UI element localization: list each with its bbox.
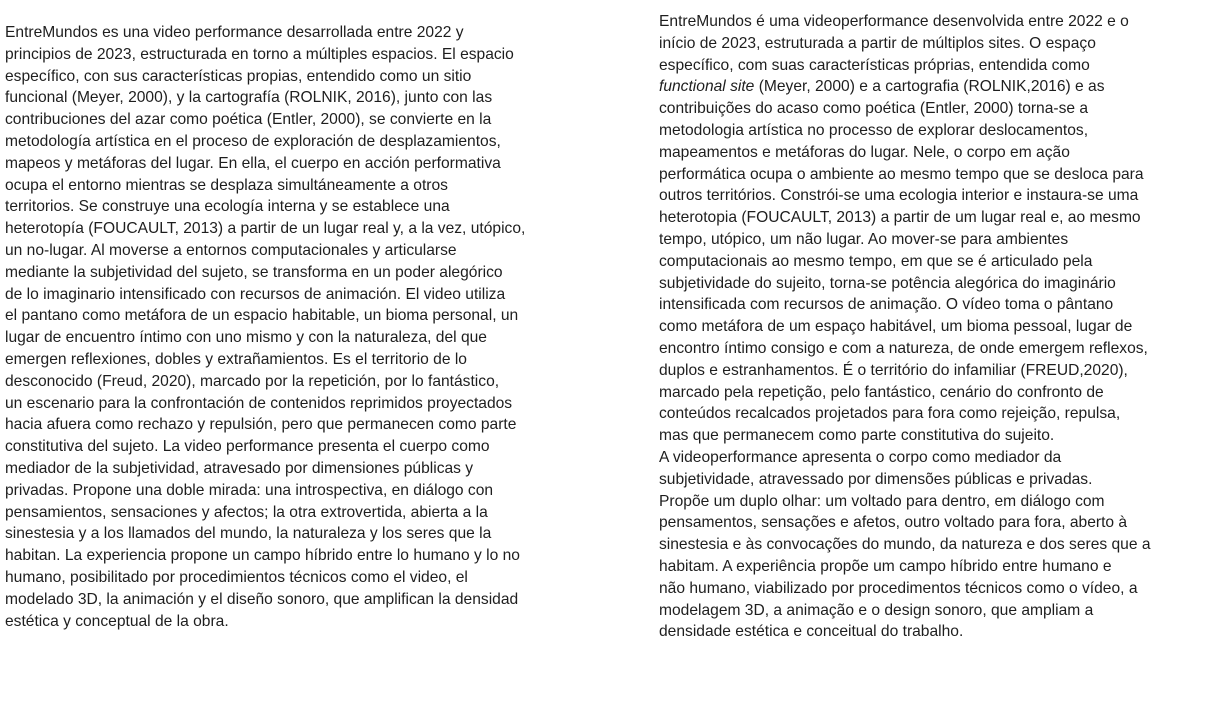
text-line: pensamientos, sensaciones y afectos; la otra extrovertida, abierta a la [5, 503, 488, 521]
text-line: habitan. La experiencia propone un campo híbrido entre lo humano y lo no [5, 547, 520, 565]
text-line: desconocido (Freud, 2020), marcado por la repetición, por lo fantástico, [5, 372, 500, 390]
text-line: específico, com suas características próprias, entendida como [659, 56, 1090, 74]
text-line: densidade estética e conceitual do trabalho. [659, 623, 964, 641]
text-line: computacionais ao mesmo tempo, em que se é articulado pela [659, 252, 1093, 270]
text-line: duplos e estranhamentos. É o território do infamiliar (FREUD,2020), [659, 361, 1128, 379]
text-line [659, 76, 1220, 98]
text-line: não humano, viabilizado por procedimentos técnicos como o vídeo, a [659, 579, 1138, 597]
text-line: pensamentos, sensações e afetos, outro voltado para fora, aberto à [659, 514, 1128, 532]
text-line: mediante la subjetividad del sujeto, se transforma en un poder alegórico [5, 263, 503, 281]
text-line: de lo imaginario intensificado con recursos de animación. El video utiliza [5, 285, 506, 303]
text-line: encontro íntimo consigo e com a natureza, de onde emergem reflexos, [659, 339, 1148, 357]
spanish-text-column [5, 22, 605, 632]
text-line: performática ocupa o ambiente ao mesmo tempo que se desloca para [659, 165, 1144, 183]
text-line: metodologia artística no processo de explorar deslocamentos, [659, 121, 1089, 139]
text-line: habitam. A experiência propõe um campo híbrido entre humano e [659, 557, 1112, 575]
text-line: EntreMundos es una video performance desarrollada entre 2022 y [5, 24, 464, 41]
italic-term: functional site [659, 78, 755, 96]
text-line: mapeamentos e metáforas do lugar. Nele, o corpo em ação [659, 143, 1070, 161]
text-line: intensificada com recursos de animação. O vídeo toma o pântano [659, 296, 1114, 314]
text-line: outros territórios. Constrói-se uma ecologia interior e instaura-se uma [659, 187, 1139, 205]
text-line: heterotopía (FOUCAULT, 2013) a partir de un lugar real y, a la vez, utópico, [5, 220, 526, 238]
text-line: constitutiva del sujeto. La video performance presenta el cuerpo como [5, 438, 490, 456]
text-line: estética y conceptual de la obra. [5, 612, 229, 630]
text-line: subjetividade do sujeito, torna-se potência alegórica do imaginário [659, 274, 1116, 292]
text-line: metodología artística en el proceso de exploración de desplazamientos, [5, 132, 501, 150]
text-line: Propõe um duplo olhar: um voltado para dentro, em diálogo com [659, 492, 1105, 510]
text-line: funcional (Meyer, 2000), y la cartografía (ROLNIK, 2016), junto con las [5, 89, 493, 107]
text-line: el pantano como metáfora de un espacio habitable, un bioma personal, un [5, 307, 519, 325]
text-line: emergen reflexiones, dobles y extrañamientos. Es el territorio de lo [5, 350, 467, 368]
text-line: territorios. Se construye una ecología interna y se establece una [5, 198, 450, 216]
text-line: un escenario para la confrontación de contenidos reprimidos proyectados [5, 394, 513, 412]
text-line: lugar de encuentro íntimo con uno mismo y con la naturaleza, del que [5, 329, 487, 347]
text-line [659, 665, 1220, 687]
text-line: humano, posibilitado por procedimientos técnicos como el video, el [5, 568, 468, 586]
text-segment: (Meyer, 2000) e a cartografia (ROLNIK,2016) e as [754, 78, 1105, 96]
text-line: ocupa el entorno mientras se desplaza simultáneamente a otros [5, 176, 448, 194]
text-line: principios de 2023, estructurada en torno a múltiples espacios. El espacio [5, 45, 514, 63]
text-line: EntreMundos é uma videoperformance desenvolvida entre 2022 e o [659, 13, 1129, 30]
text-line: mas que permanecem como parte constitutiva do sujeito. [659, 427, 1055, 445]
text-line: como metáfora de um espaço habitável, um bioma pessoal, lugar de [659, 318, 1133, 336]
text-line: subjetividade, atravessado por dimensões públicas e privadas. [659, 470, 1093, 488]
text-line: hacia afuera como rechazo y repulsión, pero que permanecen como parte [5, 416, 517, 434]
text-line: contribuições do acaso como poética (Entler, 2000) torna-se a [659, 100, 1089, 118]
text-line: mediador de la subjetividad, atravesado por dimensiones públicas y [5, 459, 474, 477]
text-line [659, 687, 1220, 709]
text-line: início de 2023, estruturada a partir de múltiplos sites. O espaço [659, 34, 1096, 52]
text-line: heterotopia (FOUCAULT, 2013) a partir de um lugar real e, ao mesmo [659, 209, 1141, 227]
text-line: mapeos y metáforas del lugar. En ella, el cuerpo en acción performativa [5, 154, 501, 172]
text-line: contribuciones del azar como poética (Entler, 2000), se convierte en la [5, 111, 492, 129]
text-line: un no-lugar. Al moverse a entornos computacionales y articularse [5, 241, 457, 259]
text-line: A videoperformance apresenta o corpo como mediador da [659, 448, 1062, 466]
text-line: específico, con sus características propias, entendido como un sitio [5, 67, 472, 85]
text-line: sinestesia e às convocações do mundo, da natureza e dos seres que a [659, 536, 1151, 554]
text-line: modelado 3D, la animación y el diseño sonoro, que amplifican la densidad [5, 590, 519, 608]
text-line: privadas. Propone una doble mirada: una introspectiva, en diálogo con [5, 481, 494, 499]
text-line: modelagem 3D, a animação e o design sonoro, que ampliam a [659, 601, 1094, 619]
text-line: sinestesia y a los llamados del mundo, la naturaleza y los seres que la [5, 525, 492, 543]
portuguese-text-column [659, 11, 1220, 709]
text-line: tempo, utópico, um não lugar. Ao mover-se para ambientes [659, 230, 1069, 248]
text-line: marcado pela repetição, pelo fantástico, cenário do confronto de [659, 383, 1104, 401]
text-line: conteúdos recalcados projetados para fora como rejeição, repulsa, [659, 405, 1121, 423]
